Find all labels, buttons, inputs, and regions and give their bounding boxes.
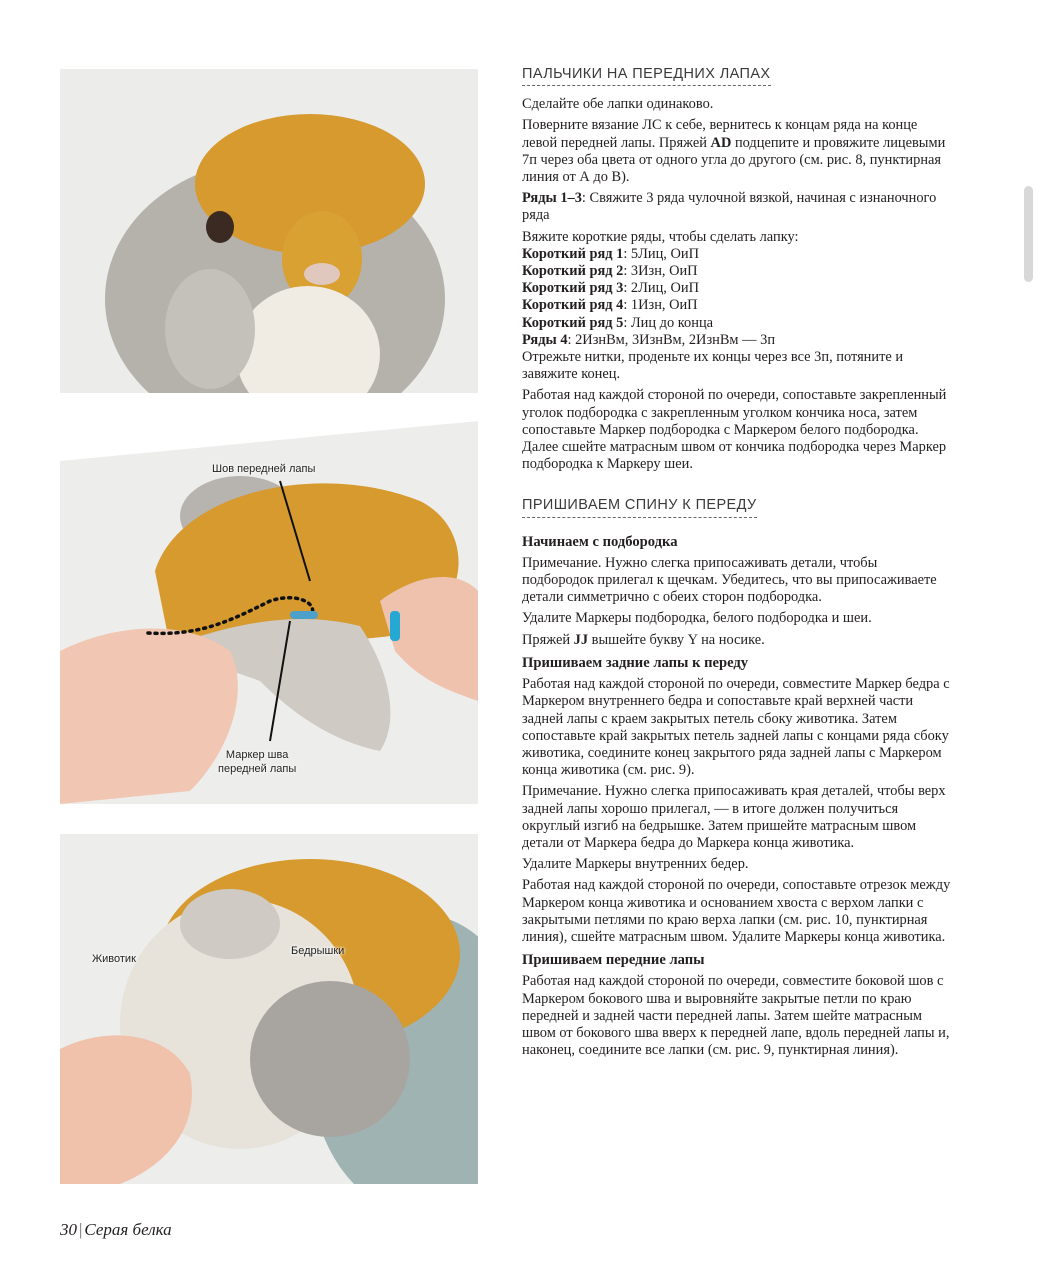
paragraph: Работая над каждой стороной по очереди, совместите боковой шов с Маркером бокового шва и выровняйте закрытые петли по краю передней и задней части передней лапы. Затем шейте матрасным швом от бокового шва вверх к передней лапе, вдоль передней лапы и, наконец, соедините все лапки (см. рис. 9, пунктирная линия). bbox=[522, 973, 950, 1059]
photo-front-paw-seam bbox=[60, 421, 478, 804]
paragraph: Поверните вязание ЛС к себе, вернитесь к концам ряда на конце левой передней лапы. Пряжей AD подцепите и провяжите лицевыми 7п через оба цвета от одного угла до другого (см. рис. 8, пунктирная линия от А до В). bbox=[522, 117, 946, 186]
subheading-chin: Начинаем с подбородка bbox=[522, 533, 678, 550]
short-row-4: Короткий ряд 4: 1Изн, ОиП bbox=[522, 297, 698, 314]
subheading-front-legs: Пришиваем передние лапы bbox=[522, 952, 705, 969]
paragraph: Удалите Маркеры внутренних бедер. bbox=[522, 856, 749, 873]
paragraph: Работая над каждой стороной по очереди, совместите Маркер бедра с Маркером внутреннего бедра и сопоставьте край верхней части задней лапы с краем закрытых петель сбоку животика. Затем сопоставьте край закрытых петель задней лапы с концами ряда сбоку животика, соедините конец закрытого ряда задней лапы с Маркером конца животика (см. рис. 9). bbox=[522, 676, 950, 779]
short-row-2: Короткий ряд 2: 3Изн, ОиП bbox=[522, 263, 698, 280]
footer-separator: | bbox=[79, 1220, 83, 1239]
callout-front-paw-seam: Шов передней лапы bbox=[212, 463, 316, 475]
short-row-3: Короткий ряд 3: 2Лиц, ОиП bbox=[522, 280, 699, 297]
callout-thighs: Бедрышки bbox=[291, 945, 345, 957]
paragraph: Удалите Маркеры подбородка, белого подбородка и шеи. bbox=[522, 610, 872, 627]
callout-belly: Животик bbox=[92, 953, 136, 965]
book-title: Серая белка bbox=[84, 1220, 172, 1239]
callout-front-paw-marker bbox=[218, 748, 296, 776]
paragraph: Пряжей JJ вышейте букву Y на носике. bbox=[522, 631, 765, 648]
callout-marker-line1: Маркер шва bbox=[225, 749, 289, 761]
vertical-scrollbar[interactable] bbox=[1024, 186, 1033, 282]
paragraph: Вяжите короткие ряды, чтобы сделать лапку: bbox=[522, 228, 799, 245]
paragraph: Отрежьте нитки, проденьте их концы через все 3п, потяните и завяжите конец. bbox=[522, 349, 904, 383]
page-number: 30 bbox=[60, 1220, 77, 1239]
short-row-5: Короткий ряд 5: Лиц до конца bbox=[522, 314, 714, 331]
paragraph: Примечание. Нужно слегка припосаживать детали, чтобы подбородок прилегал к щечкам. Убедитесь, что вы припосаживаете детали симметрично с обеих сторон подбородка. bbox=[522, 554, 937, 606]
paragraph: Работая над каждой стороной по очереди, сопоставьте отрезок между Маркером конца животика и основанием хвоста с верхом лапки с закрытыми петлями по краю верха лапки (см. рис. 10, пунктирная линия), сшейте матрасным швом. Удалите Маркеры конца животика. bbox=[522, 877, 951, 945]
yarn-code: AD bbox=[710, 134, 732, 151]
photo-belly-thighs bbox=[60, 834, 478, 1184]
section-heading-front-paw-toes: ПАЛЬЧИКИ НА ПЕРЕДНИХ ЛАПАХ bbox=[522, 66, 771, 86]
short-row-1: Короткий ряд 1: 5Лиц, ОиП bbox=[522, 245, 699, 262]
paragraph: Сделайте обе лапки одинаково. bbox=[522, 96, 714, 113]
subheading-back-legs: Пришиваем задние лапы к переду bbox=[522, 654, 749, 671]
photo-squirrel-head bbox=[60, 69, 478, 393]
section-heading-sew-back-to-front: ПРИШИВАЕМ СПИНУ К ПЕРЕДУ bbox=[522, 497, 757, 517]
callout-marker-line2: передней лапы bbox=[218, 763, 297, 775]
yarn-code: JJ bbox=[573, 631, 589, 648]
instruction-rows-1-3: Ряды 1–3: Свяжите 3 ряда чулочной вязкой, начиная с изнаночного ряда bbox=[522, 190, 937, 224]
instruction-rows-4: Ряды 4: 2ИзнВм, 3ИзнВм, 2ИзнВм — 3п bbox=[522, 331, 776, 348]
paragraph: Работая над каждой стороной по очереди, сопоставьте закрепленный уголок подбородка с закрепленным уголком кончика носа, затем сопоставьте Маркер подбородка с Маркером белого подбородка. Далее сшейте матрасным швом от кончика подбородка через Маркер подбородка к Маркеру шеи. bbox=[522, 387, 947, 473]
page-footer bbox=[60, 1220, 172, 1240]
paragraph: Примечание. Нужно слегка припосаживать края деталей, чтобы верх задней лапы хорошо прилегал, — в итоге должен получиться округлый изгиб на бедрышке. Затем пришейте матрасным швом детали от Маркера бедра до Маркера конца животика. bbox=[522, 783, 946, 851]
instructions-column bbox=[522, 66, 952, 1063]
